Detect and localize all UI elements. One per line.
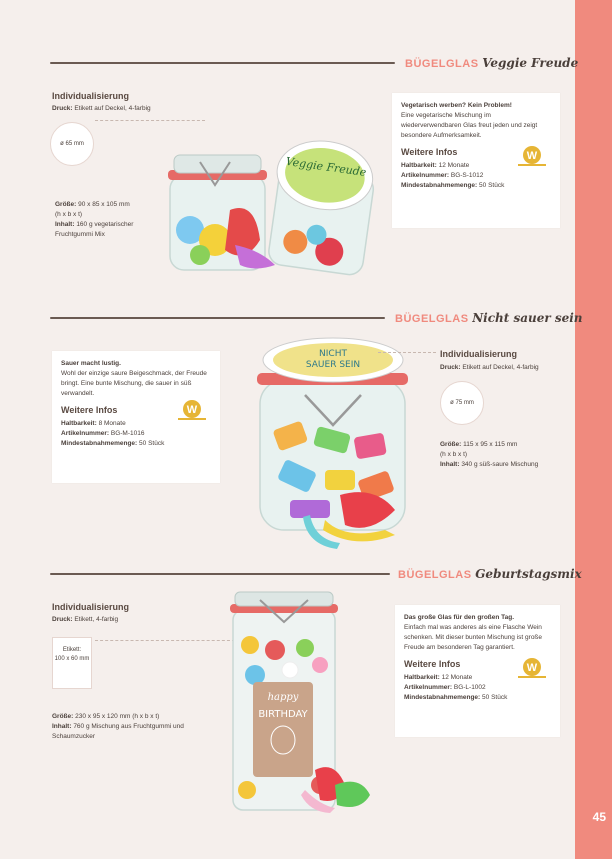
product-title: BÜGELGLAS Geburtstagsmix — [398, 567, 582, 581]
veggie-jar-image — [160, 140, 385, 280]
lid-size-circle: ø 65 mm — [50, 122, 94, 166]
individualisierung-heading: Individualisierung — [52, 91, 130, 101]
druck-info: Druck: Etikett, 4-farbig — [52, 616, 119, 623]
info-card: Vegetarisch werben? Kein Problem! Eine vegetarische Mischung im wiederverwendbaren Glas freut jeden und zeigt besondere Aufmerksamkeit. Weitere Infos Haltbarkeit: 12 Monate Artikelnummer: BG-S-1012 Mindestabnahmemenge: 50 Stück W — [392, 93, 560, 228]
svg-text:BIRTHDAY: BIRTHDAY — [258, 709, 308, 720]
svg-text:NICHT: NICHT — [319, 349, 347, 359]
individualisierung-heading: Individualisierung — [440, 349, 518, 359]
druck-info: Druck: Etikett auf Deckel, 4-farbig — [440, 364, 539, 371]
product-specs: Größe: 230 x 95 x 120 mm (h x b x t) Inhalt: 760 g Mischung aus Fruchtgummi und Schaumzucker — [52, 713, 184, 740]
info-card: Das große Glas für den großen Tag. Einfach mal was anderes als eine Flasche Wein schenken. Mit dieser bunten Mischung ist große Freude am besonderen Tag garantiert. Weitere Infos Haltbarkeit: 12 Monate Artikelnummer: BG-L-1002 Mindestabnahmemenge: 50 Stück W — [395, 605, 560, 737]
svg-text:SAUER SEIN: SAUER SEIN — [305, 360, 361, 370]
svg-text:W: W — [186, 404, 198, 416]
svg-text:Veggie Freude: Veggie Freude — [284, 154, 368, 180]
svg-text:happy: happy — [267, 692, 299, 703]
label-size-box: Etikett: 100 x 60 mm — [52, 637, 92, 689]
product-title: BÜGELGLAS Nicht sauer sein — [395, 311, 583, 325]
w-badge-icon — [516, 145, 548, 169]
w-badge-icon — [176, 399, 208, 423]
callout-line — [378, 352, 436, 353]
w-badge-icon — [516, 657, 548, 681]
svg-text:W: W — [526, 662, 538, 674]
birthday-jar-image — [225, 590, 375, 815]
individualisierung-heading: Individualisierung — [52, 602, 130, 612]
side-bar — [575, 0, 612, 859]
section-divider — [50, 62, 395, 64]
section-divider — [50, 573, 390, 575]
callout-line — [95, 120, 205, 121]
product-specs: Größe: 90 x 85 x 105 mm (h x b x t) Inhalt: 160 g vegetarischer Fruchtgummi Mix — [55, 201, 134, 238]
info-card: Sauer macht lustig. Wohl der einzige saure Beigeschmack, der Freude bringt. Eine bunte Mischung, die sauer in süß verwandelt. Weitere Infos Haltbarkeit: 8 Monate Artikelnummer: BG-M-1016 Mindestabnahmemenge: 50 Stück W — [52, 351, 220, 483]
druck-info: Druck: Etikett auf Deckel, 4-farbig — [52, 105, 151, 112]
svg-text:W: W — [526, 150, 538, 162]
section-divider — [50, 317, 385, 319]
page-number: 45 — [592, 810, 606, 824]
product-specs: Größe: 115 x 95 x 115 mm (h x b x t) Inhalt: 340 g süß-saure Mischung — [440, 441, 539, 468]
sour-jar-image — [245, 335, 420, 550]
product-title: BÜGELGLAS Veggie Freude — [405, 56, 579, 70]
callout-line — [95, 640, 235, 641]
lid-size-circle: ø 75 mm — [440, 381, 484, 425]
